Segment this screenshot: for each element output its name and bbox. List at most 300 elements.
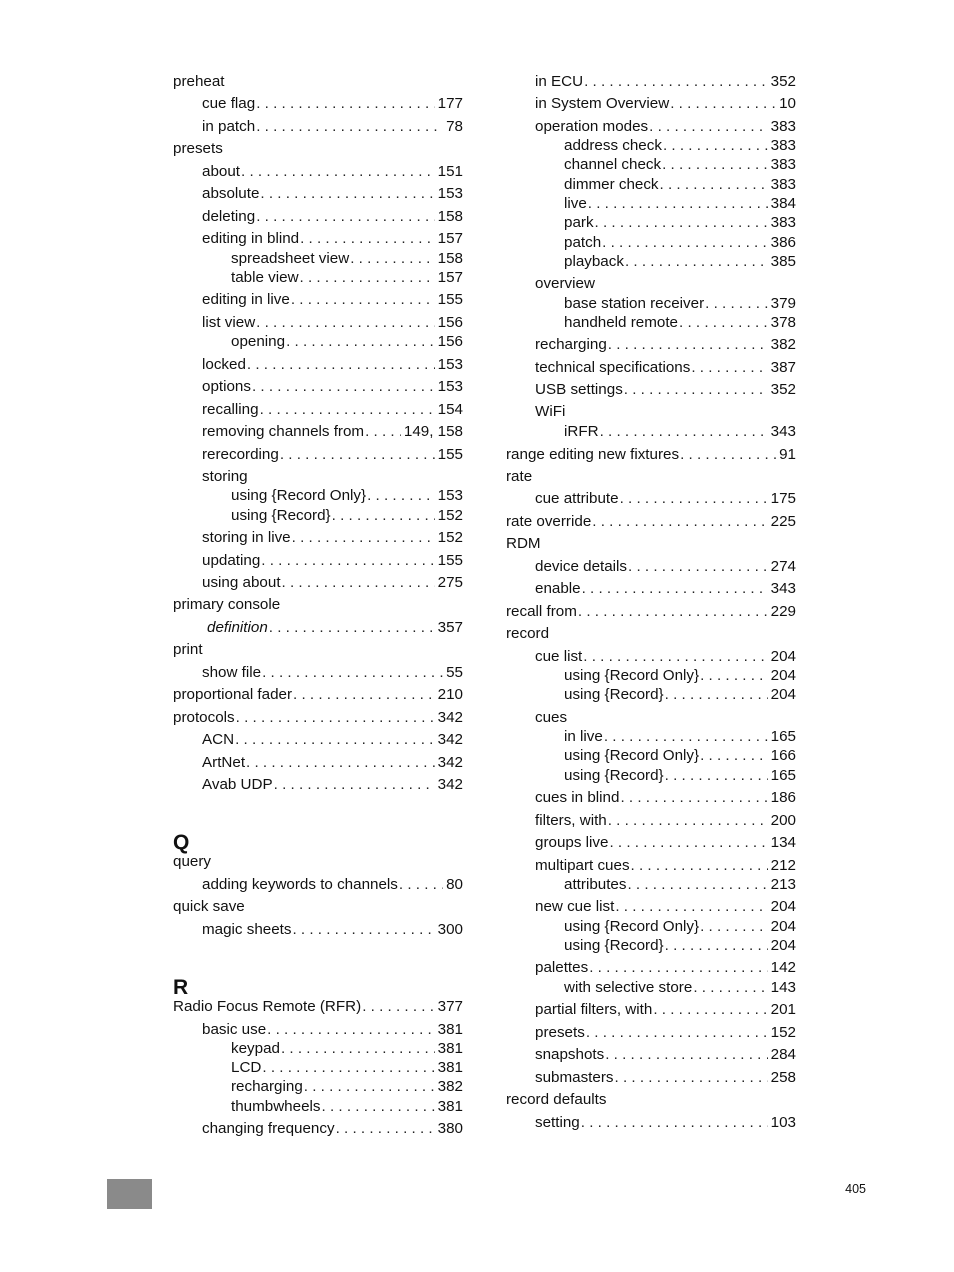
index-entry-device-details xyxy=(506,557,796,577)
index-entry-recharging xyxy=(506,335,796,355)
index-page-ref: 357 xyxy=(437,619,463,636)
index-entry-opening xyxy=(173,332,463,352)
dot-leader xyxy=(260,184,434,204)
index-term: in ECU xyxy=(535,73,584,90)
index-page-ref: 387 xyxy=(770,359,796,376)
dot-leader xyxy=(615,1068,768,1088)
dot-leader xyxy=(660,175,768,195)
index-entry-channel-check xyxy=(506,155,796,175)
dot-leader xyxy=(600,422,768,442)
index-entry-definition xyxy=(173,618,463,638)
index-entry-using-record-only xyxy=(506,666,796,686)
index-page-ref: 352 xyxy=(770,381,796,398)
index-entry-base-station-receiver xyxy=(506,294,796,314)
index-term: technical specifications xyxy=(535,359,691,376)
index-term: recharging xyxy=(535,336,607,353)
index-entry-acn xyxy=(173,730,463,750)
dot-leader xyxy=(247,355,435,375)
index-term: WiFi xyxy=(535,403,566,420)
index-page-ref: 175 xyxy=(770,490,796,507)
index-page-ref: 383 xyxy=(770,137,796,154)
index-entry-storing-in-live xyxy=(173,528,463,548)
index-page-ref: 155 xyxy=(437,291,463,308)
index-entry-quick-save xyxy=(173,897,463,917)
index-term: basic use xyxy=(202,1021,267,1038)
index-page-ref: 91 xyxy=(779,446,796,463)
dot-leader xyxy=(399,875,443,895)
index-entry-address-check xyxy=(506,136,796,156)
index-term: park xyxy=(564,214,594,231)
index-entry-avab-udp xyxy=(173,775,463,795)
dot-leader xyxy=(262,1058,434,1078)
index-term: editing in blind xyxy=(202,230,300,247)
dot-leader xyxy=(680,445,776,465)
index-entry-snapshots xyxy=(506,1045,796,1065)
index-entry-changing-frequency xyxy=(173,1119,463,1139)
index-page-ref: 158 xyxy=(437,208,463,225)
index-page-ref: 385 xyxy=(770,253,796,270)
index-page-ref: 78 xyxy=(446,118,463,135)
index-term: magic sheets xyxy=(202,921,292,938)
index-page-ref: 177 xyxy=(437,95,463,112)
index-term: groups live xyxy=(535,834,609,851)
index-entry-cue-list xyxy=(506,647,796,667)
index-entry-setting xyxy=(506,1113,796,1133)
index-term: ArtNet xyxy=(202,754,246,771)
index-entry-using-record-only xyxy=(506,746,796,766)
index-entry-using-about xyxy=(173,573,463,593)
index-entry-using-record xyxy=(506,685,796,705)
index-entry-keypad xyxy=(173,1039,463,1059)
index-entry-cue-attribute xyxy=(506,489,796,509)
index-page-ref: 343 xyxy=(770,423,796,440)
index-entry-using-record-only xyxy=(173,486,463,506)
index-entry-rate xyxy=(506,467,796,487)
dot-leader xyxy=(260,400,435,420)
index-page-ref: 155 xyxy=(437,446,463,463)
index-page-ref: 157 xyxy=(437,230,463,247)
dot-leader xyxy=(269,618,435,638)
index-page-ref: 342 xyxy=(437,754,463,771)
index-entry-editing-in-blind xyxy=(173,229,463,249)
index-page-ref: 204 xyxy=(770,667,796,684)
index-page-ref: 201 xyxy=(770,1001,796,1018)
index-entry-spreadsheet-view xyxy=(173,249,463,269)
index-entry-overview xyxy=(506,274,796,294)
index-page-ref: 383 xyxy=(770,176,796,193)
index-entry-park xyxy=(506,213,796,233)
index-term: cues xyxy=(535,709,568,726)
index-entry-cues-in-blind xyxy=(506,788,796,808)
index-term: base station receiver xyxy=(564,295,705,312)
index-entry-rate-override xyxy=(506,512,796,532)
index-term: storing xyxy=(202,468,248,485)
index-entry-rdm xyxy=(506,534,796,554)
index-term: attributes xyxy=(564,876,627,893)
index-entry-using-record-only xyxy=(506,917,796,937)
dot-leader xyxy=(665,766,768,786)
index-entry-wifi xyxy=(506,402,796,422)
index-term: recharging xyxy=(231,1078,303,1095)
index-page-ref: 165 xyxy=(770,728,796,745)
index-term: using {Record} xyxy=(564,767,664,784)
dot-leader xyxy=(679,313,768,333)
index-term: using {Record Only} xyxy=(564,747,700,764)
index-term: patch xyxy=(564,234,602,251)
index-entry-partial-filters-with xyxy=(506,1000,796,1020)
index-term: definition xyxy=(207,619,268,636)
index-entry-query xyxy=(173,852,463,872)
index-term: ACN xyxy=(202,731,235,748)
dot-leader xyxy=(700,917,768,937)
dot-leader xyxy=(350,249,434,269)
index-term: Radio Focus Remote (RFR) xyxy=(173,998,362,1015)
index-entry-record-defaults xyxy=(506,1090,796,1110)
section-letter-q: Q xyxy=(173,831,190,854)
index-entry-radio-focus-remote-rfr xyxy=(173,997,463,1017)
dot-leader xyxy=(291,290,435,310)
dot-leader xyxy=(256,207,434,227)
index-term: table view xyxy=(231,269,299,286)
index-entry-range-editing-new-fixtures xyxy=(506,445,796,465)
index-term: using {Record Only} xyxy=(231,487,367,504)
index-entry-operation-modes xyxy=(506,117,796,137)
dot-leader xyxy=(292,528,435,548)
dot-leader xyxy=(693,978,767,998)
index-entry-print xyxy=(173,640,463,660)
index-entry-updating xyxy=(173,551,463,571)
dot-leader xyxy=(662,155,768,175)
page-tab-marker xyxy=(107,1179,152,1209)
index-page-ref: 342 xyxy=(437,731,463,748)
dot-leader xyxy=(578,602,768,622)
index-term: rate xyxy=(506,468,533,485)
index-term: cue flag xyxy=(202,95,256,112)
index-entry-lcd xyxy=(173,1058,463,1078)
index-page-ref: 383 xyxy=(770,156,796,173)
dot-leader xyxy=(608,811,768,831)
index-page-ref: 343 xyxy=(770,580,796,597)
index-term: using {Record} xyxy=(564,686,664,703)
index-page-ref: 383 xyxy=(770,214,796,231)
dot-leader xyxy=(592,512,767,532)
index-page-ref: 380 xyxy=(437,1120,463,1137)
index-page-ref: 156 xyxy=(437,333,463,350)
dot-leader xyxy=(605,1045,767,1065)
index-term: palettes xyxy=(535,959,589,976)
index-page-ref: 274 xyxy=(770,558,796,575)
index-entry-show-file xyxy=(173,663,463,683)
index-entry-basic-use xyxy=(173,1020,463,1040)
index-page-ref: 157 xyxy=(437,269,463,286)
index-page-ref: 156 xyxy=(437,314,463,331)
index-entry-in-ecu xyxy=(506,72,796,92)
dot-leader xyxy=(256,117,443,137)
dot-leader xyxy=(236,708,435,728)
index-term: new cue list xyxy=(535,898,615,915)
index-entry-usb-settings xyxy=(506,380,796,400)
index-entry-recharging xyxy=(173,1077,463,1097)
index-page-ref: 379 xyxy=(770,295,796,312)
index-page-ref: 103 xyxy=(770,1114,796,1131)
index-entry-options xyxy=(173,377,463,397)
index-entry-multipart-cues xyxy=(506,856,796,876)
index-page-ref: 166 xyxy=(770,747,796,764)
index-entry-using-record xyxy=(506,766,796,786)
index-page-ref: 384 xyxy=(770,195,796,212)
index-term: in patch xyxy=(202,118,256,135)
index-page-ref: 378 xyxy=(770,314,796,331)
index-term: using {Record Only} xyxy=(564,918,700,935)
dot-leader xyxy=(665,685,768,705)
index-term: removing channels from xyxy=(202,423,365,440)
index-term: using {Record} xyxy=(231,507,331,524)
index-term: presets xyxy=(173,140,223,157)
index-entry-about xyxy=(173,162,463,182)
index-entry-palettes xyxy=(506,958,796,978)
dot-leader xyxy=(241,162,435,182)
dot-leader xyxy=(586,1023,768,1043)
index-term: quick save xyxy=(173,898,245,915)
index-term: in live xyxy=(564,728,603,745)
dot-leader xyxy=(286,332,435,352)
index-term: using {Record Only} xyxy=(564,667,700,684)
index-page-ref: 151 xyxy=(437,163,463,180)
index-term: preheat xyxy=(173,73,225,90)
index-page-ref: 275 xyxy=(437,574,463,591)
index-entry-in-live xyxy=(506,727,796,747)
index-page-ref: 381 xyxy=(437,1059,463,1076)
dot-leader xyxy=(365,422,401,442)
dot-leader xyxy=(292,920,434,940)
index-entry-patch xyxy=(506,233,796,253)
dot-leader xyxy=(589,958,767,978)
index-entry-preheat xyxy=(173,72,463,92)
index-page-ref: 153 xyxy=(437,378,463,395)
index-term: record defaults xyxy=(506,1091,607,1108)
index-page-ref: 142 xyxy=(770,959,796,976)
dot-leader xyxy=(595,213,768,233)
dot-leader xyxy=(583,647,767,667)
dot-leader xyxy=(300,229,435,249)
index-term: query xyxy=(173,853,211,870)
dot-leader xyxy=(246,753,435,773)
dot-leader xyxy=(274,775,435,795)
index-entry-removing-channels-from xyxy=(173,422,463,442)
index-page-ref: 134 xyxy=(770,834,796,851)
index-entry-proportional-fader xyxy=(173,685,463,705)
index-entry-editing-in-live xyxy=(173,290,463,310)
index-page-ref: 10 xyxy=(779,95,796,112)
index-term: rate override xyxy=(506,513,592,530)
index-term: about xyxy=(202,163,241,180)
index-entry-list-view xyxy=(173,313,463,333)
index-term: opening xyxy=(231,333,286,350)
index-entry-magic-sheets xyxy=(173,920,463,940)
index-term: protocols xyxy=(173,709,235,726)
index-term: device details xyxy=(535,558,628,575)
index-term: overview xyxy=(535,275,595,292)
index-page-ref: 153 xyxy=(437,487,463,504)
index-page-ref: 382 xyxy=(770,336,796,353)
index-entry-presets xyxy=(173,139,463,159)
dot-leader xyxy=(582,579,768,599)
index-entry-with-selective-store xyxy=(506,978,796,998)
dot-leader xyxy=(367,486,435,506)
index-entry-artnet xyxy=(173,753,463,773)
index-term: spreadsheet view xyxy=(231,250,350,267)
index-term: address check xyxy=(564,137,662,154)
index-page-ref: 154 xyxy=(437,401,463,418)
index-term: list view xyxy=(202,314,256,331)
index-page-ref: 152 xyxy=(437,529,463,546)
dot-leader xyxy=(700,666,768,686)
index-term: storing in live xyxy=(202,529,291,546)
index-page-ref: 152 xyxy=(437,507,463,524)
index-page-ref: 352 xyxy=(770,73,796,90)
index-term: live xyxy=(564,195,587,212)
index-page-ref: 149, 158 xyxy=(403,423,463,440)
index-term: deleting xyxy=(202,208,256,225)
index-entry-table-view xyxy=(173,268,463,288)
index-page-ref: 155 xyxy=(437,552,463,569)
dot-leader xyxy=(663,136,768,156)
index-page-ref: 381 xyxy=(437,1040,463,1057)
index-term: cue attribute xyxy=(535,490,619,507)
index-term: primary console xyxy=(173,596,281,613)
index-entry-live xyxy=(506,194,796,214)
index-term: Avab UDP xyxy=(202,776,273,793)
index-entry-protocols xyxy=(173,708,463,728)
index-term: submasters xyxy=(535,1069,614,1086)
index-term: cues in blind xyxy=(535,789,620,806)
dot-leader xyxy=(705,294,768,314)
dot-leader xyxy=(700,746,768,766)
index-page-ref: 204 xyxy=(770,937,796,954)
index-term: RDM xyxy=(506,535,541,552)
index-term: updating xyxy=(202,552,261,569)
index-page-ref: 225 xyxy=(770,513,796,530)
dot-leader xyxy=(267,1020,434,1040)
index-term: USB settings xyxy=(535,381,623,398)
dot-leader xyxy=(293,685,435,705)
dot-leader xyxy=(627,875,767,895)
index-entry-storing xyxy=(173,467,463,487)
index-entry-enable xyxy=(506,579,796,599)
index-entry-in-system-overview xyxy=(506,94,796,114)
index-page-ref: 153 xyxy=(437,185,463,202)
index-term: record xyxy=(506,625,550,642)
index-entry-cue-flag xyxy=(173,94,463,114)
index-term: presets xyxy=(535,1024,585,1041)
index-entry-adding-keywords-to-channels xyxy=(173,875,463,895)
index-page-ref: 342 xyxy=(437,776,463,793)
index-term: using {Record} xyxy=(564,937,664,954)
index-page-ref: 158 xyxy=(437,250,463,267)
index-entry-cues xyxy=(506,708,796,728)
index-term: setting xyxy=(535,1114,580,1131)
index-entry-submasters xyxy=(506,1068,796,1088)
index-page-ref: 200 xyxy=(770,812,796,829)
index-page-ref: 186 xyxy=(770,789,796,806)
index-entry-record xyxy=(506,624,796,644)
dot-leader xyxy=(609,833,767,853)
dot-leader xyxy=(332,506,435,526)
index-page-ref: 204 xyxy=(770,648,796,665)
dot-leader xyxy=(281,1039,435,1059)
index-entry-rerecording xyxy=(173,445,463,465)
index-term: using about xyxy=(202,574,281,591)
dot-leader xyxy=(581,1113,768,1133)
index-page-ref: 210 xyxy=(437,686,463,703)
index-entry-locked xyxy=(173,355,463,375)
index-term: editing in live xyxy=(202,291,290,308)
dot-leader xyxy=(670,94,776,114)
index-term: snapshots xyxy=(535,1046,605,1063)
index-page-ref: 212 xyxy=(770,857,796,874)
index-entry-filters-with xyxy=(506,811,796,831)
index-page-ref: 342 xyxy=(437,709,463,726)
index-page-ref: 382 xyxy=(437,1078,463,1095)
index-term: absolute xyxy=(202,185,260,202)
dot-leader xyxy=(256,313,434,333)
dot-leader xyxy=(252,377,435,397)
dot-leader xyxy=(304,1077,435,1097)
index-page-ref: 381 xyxy=(437,1098,463,1115)
index-page-ref: 153 xyxy=(437,356,463,373)
index-page-ref: 381 xyxy=(437,1021,463,1038)
page-number: 405 xyxy=(845,1182,866,1196)
index-entry-irfr xyxy=(506,422,796,442)
index-term: operation modes xyxy=(535,118,649,135)
dot-leader xyxy=(336,1119,435,1139)
index-entry-presets xyxy=(506,1023,796,1043)
index-term: with selective store xyxy=(564,979,693,996)
index-page-ref: 258 xyxy=(770,1069,796,1086)
dot-leader xyxy=(625,252,768,272)
dot-leader xyxy=(624,380,768,400)
index-entry-new-cue-list xyxy=(506,897,796,917)
index-entry-in-patch xyxy=(173,117,463,137)
index-entry-handheld-remote xyxy=(506,313,796,333)
dot-leader xyxy=(649,117,768,137)
dot-leader xyxy=(588,194,768,214)
dot-leader xyxy=(584,72,768,92)
index-term: LCD xyxy=(231,1059,262,1076)
dot-leader xyxy=(262,663,443,683)
index-term: partial filters, with xyxy=(535,1001,653,1018)
index-term: recalling xyxy=(202,401,259,418)
dot-leader xyxy=(665,936,768,956)
dot-leader xyxy=(653,1000,767,1020)
dot-leader xyxy=(602,233,768,253)
dot-leader xyxy=(280,445,435,465)
index-term: filters, with xyxy=(535,812,607,829)
index-entry-thumbwheels xyxy=(173,1097,463,1117)
index-term: dimmer check xyxy=(564,176,659,193)
dot-leader xyxy=(628,557,768,577)
index-entry-groups-live xyxy=(506,833,796,853)
index-page-ref: 229 xyxy=(770,603,796,620)
index-term: playback xyxy=(564,253,624,270)
index-term: locked xyxy=(202,356,246,373)
index-entry-absolute xyxy=(173,184,463,204)
dot-leader xyxy=(256,94,434,114)
index-entry-deleting xyxy=(173,207,463,227)
index-term: proportional fader xyxy=(173,686,293,703)
dot-leader xyxy=(620,788,767,808)
index-term: thumbwheels xyxy=(231,1098,321,1115)
